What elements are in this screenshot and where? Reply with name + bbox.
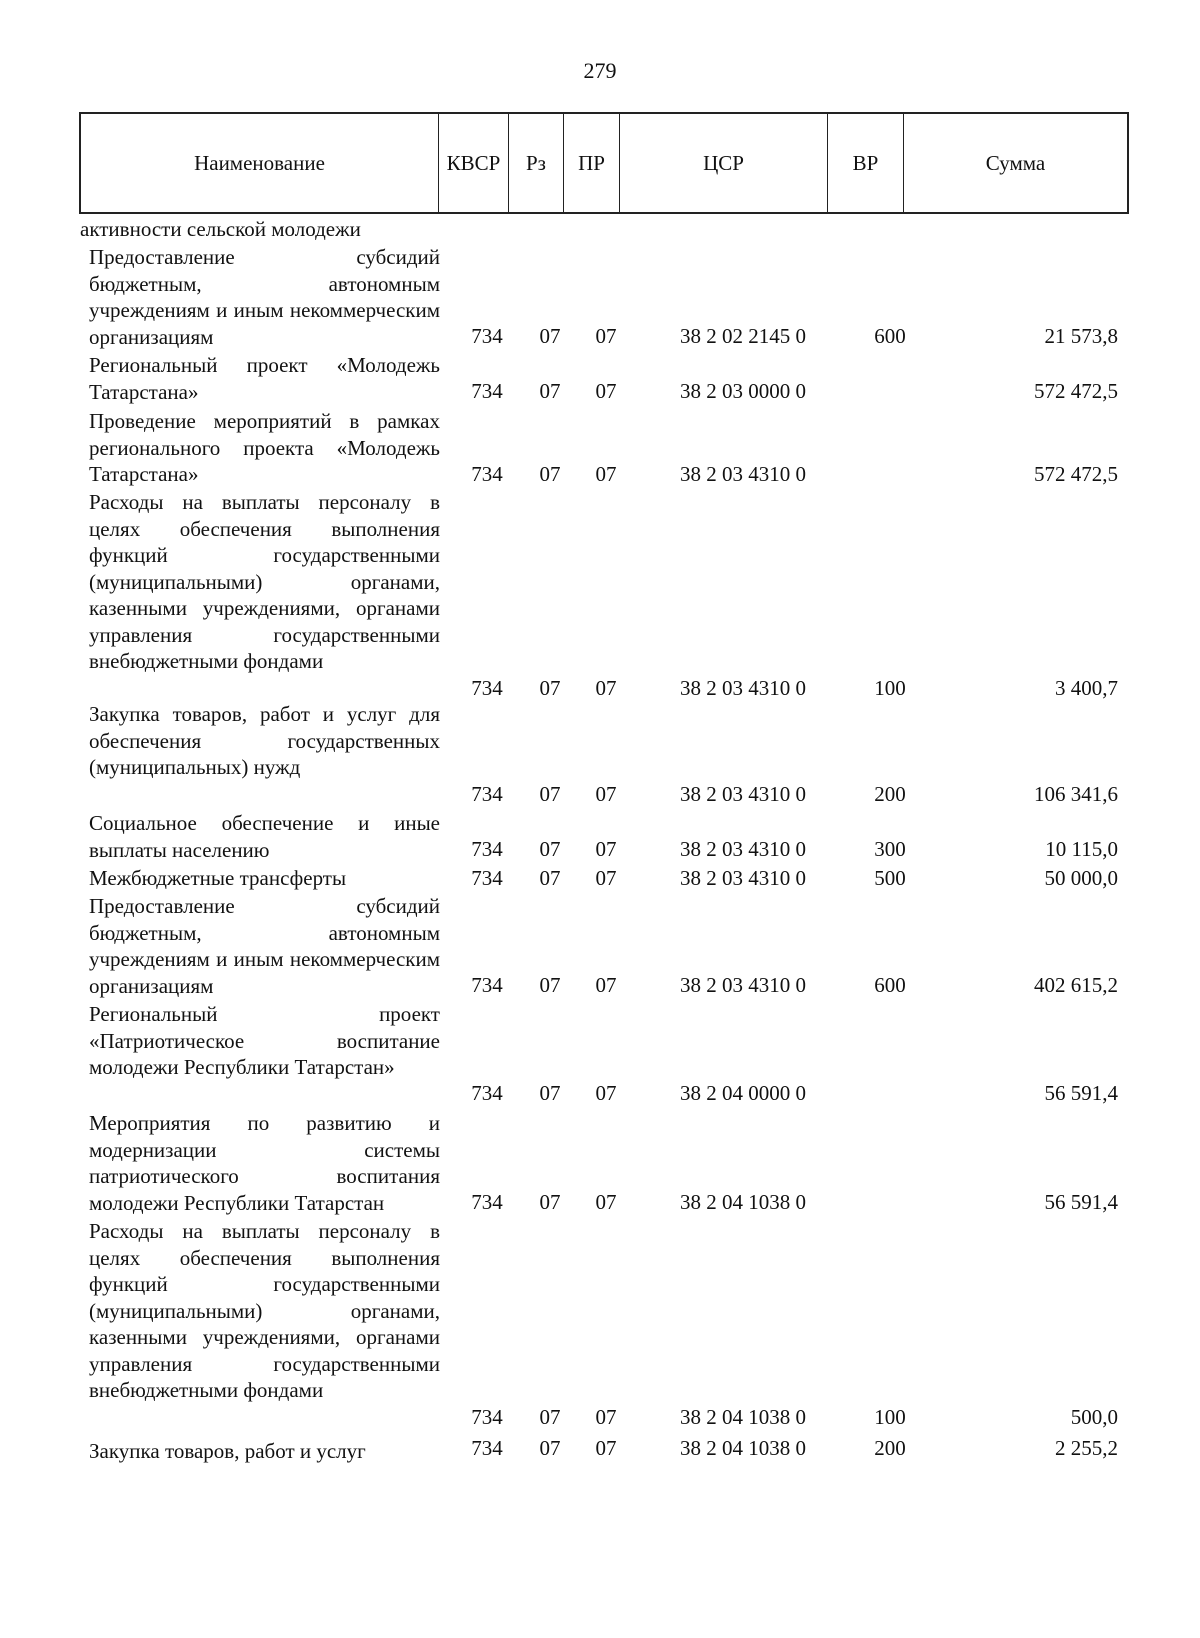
row-kvsr: 734 — [471, 866, 503, 890]
column-header-name: Наименование — [81, 114, 439, 212]
row-rz: 07 — [539, 866, 561, 890]
row-name: Предоставление субсидий бюджетным, автономным учреждениям и иным некоммерческим организациям — [89, 245, 440, 349]
column-header-vr: ВР — [828, 114, 904, 212]
row-sum: 500,0 — [1070, 1405, 1118, 1429]
row-csr: 38 2 03 4310 0 — [680, 676, 806, 700]
row-vr: 200 — [874, 782, 906, 806]
row-rz: 07 — [539, 676, 561, 700]
row-sum: 572 472,5 — [1034, 379, 1118, 403]
row-sum: 572 472,5 — [1034, 462, 1118, 486]
row-rz: 07 — [539, 973, 561, 997]
row-pr: 07 — [595, 973, 617, 997]
row-csr: 38 2 03 4310 0 — [680, 837, 806, 861]
row-rz: 07 — [539, 324, 561, 348]
row-csr: 38 2 04 1038 0 — [680, 1190, 806, 1214]
row-sum: 21 573,8 — [1044, 324, 1118, 348]
row-vr: 100 — [874, 1405, 906, 1429]
row-kvsr: 734 — [471, 324, 503, 348]
row-vr: 200 — [874, 1436, 906, 1460]
row-csr: 38 2 04 1038 0 — [680, 1436, 806, 1460]
row-kvsr: 734 — [471, 837, 503, 861]
row-rz: 07 — [539, 379, 561, 403]
row-csr: 38 2 03 4310 0 — [680, 866, 806, 890]
column-header-kvsr: КВСР — [439, 114, 509, 212]
column-header-csr: ЦСР — [620, 114, 828, 212]
row-kvsr: 734 — [471, 1436, 503, 1460]
row-pr: 07 — [595, 782, 617, 806]
row-rz: 07 — [539, 1081, 561, 1105]
row-kvsr: 734 — [471, 782, 503, 806]
row-vr: 600 — [874, 324, 906, 348]
row-vr: 500 — [874, 866, 906, 890]
row-name: Закупка товаров, работ и услуг для обеспечения государственных (муниципальных) нужд — [89, 702, 440, 779]
row-name: Расходы на выплаты персоналу в целях обеспечения выполнения функций государственными (муниципальными) органами, казенными учреждениями, органами управления государственными внебюджетными фондами — [89, 1219, 440, 1402]
row-kvsr: 734 — [471, 1190, 503, 1214]
row-name: Предоставление субсидий бюджетным, автономным учреждениям и иным некоммерческим организациям — [89, 894, 440, 998]
row-pr: 07 — [595, 1081, 617, 1105]
column-header-sum: Сумма — [985, 150, 1046, 175]
row-kvsr: 734 — [471, 676, 503, 700]
row-rz: 07 — [539, 837, 561, 861]
row-csr: 38 2 03 4310 0 — [680, 973, 806, 997]
row-sum: 10 115,0 — [1045, 837, 1118, 861]
row-sum: 3 400,7 — [1055, 676, 1118, 700]
row-vr: 100 — [874, 676, 906, 700]
row-name: Социальное обеспечение и иные выплаты населению — [89, 811, 440, 862]
row-pr: 07 — [595, 837, 617, 861]
row-pr: 07 — [595, 324, 617, 348]
row-rz: 07 — [539, 1190, 561, 1214]
row-csr: 38 2 03 4310 0 — [680, 462, 806, 486]
page-number: 279 — [583, 58, 617, 83]
row-csr: 38 2 02 2145 0 — [680, 324, 806, 348]
row-sum: 2 255,2 — [1055, 1436, 1118, 1460]
row-rz: 07 — [539, 782, 561, 806]
row-pr: 07 — [595, 379, 617, 403]
row-rz: 07 — [539, 1436, 561, 1460]
row-name: Закупка товаров, работ и услуг — [89, 1439, 366, 1463]
row-pr: 07 — [595, 866, 617, 890]
table-header — [79, 112, 1129, 214]
row-rz: 07 — [539, 1405, 561, 1429]
row-kvsr: 734 — [471, 1081, 503, 1105]
row-csr: 38 2 04 1038 0 — [680, 1405, 806, 1429]
row-csr: 38 2 03 4310 0 — [680, 782, 806, 806]
row-sum: 106 341,6 — [1034, 782, 1118, 806]
row-rz: 07 — [539, 462, 561, 486]
row-pr: 07 — [595, 676, 617, 700]
row-csr: 38 2 04 0000 0 — [680, 1081, 806, 1105]
row-name: Межбюджетные трансферты — [89, 866, 347, 890]
row-kvsr: 734 — [471, 379, 503, 403]
row-vr: 300 — [874, 837, 906, 861]
row-sum: 56 591,4 — [1044, 1190, 1118, 1214]
row-kvsr: 734 — [471, 1405, 503, 1429]
row-pr: 07 — [595, 1405, 617, 1429]
row-sum: 56 591,4 — [1044, 1081, 1118, 1105]
row-name: Расходы на выплаты персоналу в целях обеспечения выполнения функций государственными (муниципальными) органами, казенными учреждениями, органами управления государственными внебюджетными фондами — [89, 490, 440, 673]
continuation-text: активности сельской молодежи — [80, 217, 361, 241]
row-pr: 07 — [595, 1436, 617, 1460]
column-header-rz: Рз — [509, 114, 564, 212]
row-vr: 600 — [874, 973, 906, 997]
row-name: Мероприятия по развитию и модернизации системы патриотического воспитания молодежи Республики Татарстан — [89, 1111, 440, 1215]
row-name: Региональный проект «Молодежь Татарстана» — [89, 353, 440, 404]
row-kvsr: 734 — [471, 462, 503, 486]
row-pr: 07 — [595, 462, 617, 486]
row-csr: 38 2 03 0000 0 — [680, 379, 806, 403]
row-pr: 07 — [595, 1190, 617, 1214]
row-kvsr: 734 — [471, 973, 503, 997]
row-sum: 50 000,0 — [1044, 866, 1118, 890]
row-name: Региональный проект «Патриотическое воспитание молодежи Республики Татарстан» — [89, 1002, 440, 1079]
row-name: Проведение мероприятий в рамках регионального проекта «Молодежь Татарстана» — [89, 409, 440, 486]
column-header-pr: ПР — [564, 114, 620, 212]
row-sum: 402 615,2 — [1034, 973, 1118, 997]
